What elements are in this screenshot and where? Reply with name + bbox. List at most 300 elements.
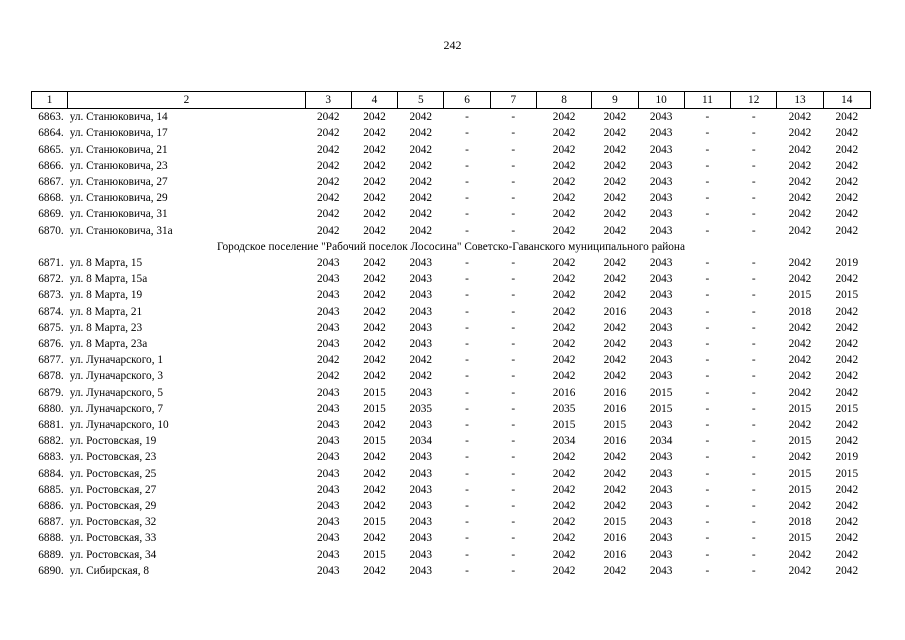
row-number: 6878.: [38, 370, 64, 383]
year-cell-col-5: 2043: [409, 289, 433, 302]
year-cell-col-3: 2043: [316, 451, 340, 464]
year-cell-col-3: 2043: [316, 467, 340, 480]
year-cell-col-11: -: [705, 176, 710, 189]
year-cell-col-3: 2042: [316, 159, 340, 172]
year-cell-col-3: 2043: [316, 338, 340, 351]
year-cell-col-7: -: [511, 419, 516, 432]
table-row: [32, 255, 871, 271]
column-header-1: 1: [32, 92, 68, 109]
year-cell-col-13: 2042: [788, 192, 812, 205]
table-row: [32, 466, 871, 482]
year-cell-col-9: 2016: [603, 386, 627, 399]
year-cell-col-11: -: [705, 127, 710, 140]
year-cell-col-5: 2034: [409, 435, 433, 448]
year-cell-col-6: -: [465, 451, 469, 464]
row-number: 6868.: [38, 192, 64, 205]
year-cell-col-4: 2042: [363, 500, 386, 513]
column-header-11: 11: [684, 92, 730, 109]
address-cell: ул. Ростовская, 29: [69, 500, 157, 513]
year-cell-col-7: -: [511, 273, 516, 286]
year-cell-col-9: 2042: [603, 354, 627, 367]
year-cell-col-3: 2042: [316, 224, 340, 237]
year-cell-col-6: -: [465, 305, 469, 318]
year-cell-col-13: 2018: [788, 516, 812, 529]
year-cell-col-11: -: [705, 500, 710, 513]
year-cell-col-4: 2042: [363, 224, 386, 237]
year-cell-col-14: 2042: [835, 386, 859, 399]
year-cell-col-10: 2043: [649, 273, 673, 286]
column-header-8: 8: [536, 92, 591, 109]
page-number: 242: [443, 38, 462, 52]
year-cell-col-7: -: [511, 467, 516, 480]
year-cell-col-3: 2043: [316, 500, 340, 513]
year-cell-col-6: -: [465, 354, 469, 367]
year-cell-col-12: -: [751, 127, 756, 140]
year-cell-col-5: 2043: [409, 548, 433, 561]
year-cell-col-5: 2042: [409, 192, 433, 205]
year-cell-col-14: 2042: [835, 419, 859, 432]
year-cell-col-4: 2015: [363, 435, 386, 448]
table-row: [32, 417, 871, 433]
year-cell-col-12: -: [751, 208, 756, 221]
year-cell-col-3: 2043: [316, 321, 340, 334]
year-cell-col-11: -: [705, 143, 710, 156]
year-cell-col-7: -: [511, 483, 516, 496]
year-cell-col-12: -: [751, 500, 756, 513]
year-cell-col-13: 2015: [788, 483, 812, 496]
year-cell-col-11: -: [705, 386, 710, 399]
year-cell-col-14: 2042: [835, 305, 859, 318]
column-header-9: 9: [592, 92, 638, 109]
row-number: 6887.: [38, 516, 64, 529]
year-cell-col-12: -: [751, 143, 756, 156]
year-cell-col-7: -: [511, 451, 516, 464]
year-cell-col-7: -: [511, 127, 516, 140]
year-cell-col-9: 2042: [603, 159, 627, 172]
year-cell-col-4: 2042: [363, 289, 386, 302]
year-cell-col-8: 2042: [552, 370, 576, 383]
table-row: [32, 320, 871, 336]
year-cell-col-14: 2042: [835, 127, 859, 140]
year-cell-col-13: 2042: [788, 500, 812, 513]
year-cell-col-6: -: [465, 500, 469, 513]
year-cell-col-6: -: [465, 467, 469, 480]
year-cell-col-4: 2042: [363, 483, 386, 496]
year-cell-col-13: 2042: [788, 273, 812, 286]
address-cell: ул. Луначарского, 10: [69, 419, 169, 432]
year-cell-col-7: -: [511, 402, 516, 415]
row-number: 6890.: [38, 564, 64, 577]
year-cell-col-7: -: [511, 354, 516, 367]
year-cell-col-14: 2019: [835, 451, 859, 464]
year-cell-col-9: 2016: [603, 435, 627, 448]
table-row: [32, 368, 871, 384]
year-cell-col-13: 2042: [788, 451, 812, 464]
year-cell-col-4: 2015: [363, 386, 386, 399]
year-cell-col-13: 2042: [788, 208, 812, 221]
year-cell-col-5: 2043: [409, 257, 433, 270]
year-cell-col-5: 2043: [409, 321, 433, 334]
year-cell-col-10: 2043: [649, 564, 673, 577]
year-cell-col-3: 2043: [316, 289, 340, 302]
housing-register-table: [31, 91, 871, 579]
year-cell-col-3: 2042: [316, 111, 340, 124]
year-cell-col-5: 2042: [409, 370, 433, 383]
year-cell-col-3: 2042: [316, 370, 340, 383]
year-cell-col-5: 2042: [409, 143, 433, 156]
year-cell-col-14: 2042: [835, 224, 859, 237]
year-cell-col-4: 2042: [363, 159, 386, 172]
year-cell-col-7: -: [511, 224, 516, 237]
year-cell-col-9: 2015: [603, 516, 627, 529]
year-cell-col-7: -: [511, 370, 516, 383]
year-cell-col-13: 2042: [788, 257, 812, 270]
year-cell-col-3: 2042: [316, 127, 340, 140]
table-row: [32, 190, 871, 206]
year-cell-col-6: -: [465, 419, 469, 432]
year-cell-col-11: -: [705, 516, 710, 529]
year-cell-col-7: -: [511, 435, 516, 448]
year-cell-col-3: 2043: [316, 386, 340, 399]
table-row: [32, 304, 871, 320]
year-cell-col-10: 2043: [649, 467, 673, 480]
year-cell-col-9: 2042: [603, 192, 627, 205]
row-number: 6880.: [38, 402, 64, 415]
table-row: [32, 433, 871, 449]
year-cell-col-10: 2043: [649, 516, 673, 529]
year-cell-col-9: 2042: [603, 338, 627, 351]
year-cell-col-4: 2042: [363, 419, 386, 432]
table-row: [32, 174, 871, 190]
year-cell-col-4: 2015: [363, 548, 386, 561]
address-cell: ул. Ростовская, 19: [69, 435, 157, 448]
year-cell-col-4: 2042: [363, 208, 386, 221]
year-cell-col-6: -: [465, 273, 469, 286]
address-cell: ул. Ростовская, 27: [69, 483, 157, 496]
row-number: 6873.: [38, 289, 64, 302]
year-cell-col-11: -: [705, 548, 710, 561]
table-row: [32, 563, 871, 579]
address-cell: ул. Ростовская, 33: [69, 532, 157, 545]
year-cell-col-8: 2042: [552, 159, 576, 172]
year-cell-col-8: 2042: [552, 500, 576, 513]
year-cell-col-11: -: [705, 273, 710, 286]
year-cell-col-9: 2016: [603, 532, 627, 545]
year-cell-col-11: -: [705, 451, 710, 464]
table-row: [32, 223, 871, 239]
table-row: [32, 547, 871, 563]
year-cell-col-8: 2042: [552, 532, 576, 545]
row-number: 6875.: [38, 321, 64, 334]
year-cell-col-6: -: [465, 321, 469, 334]
address-cell: ул. 8 Марта, 21: [69, 305, 143, 318]
year-cell-col-10: 2043: [649, 305, 673, 318]
year-cell-col-8: 2042: [552, 176, 576, 189]
year-cell-col-5: 2043: [409, 273, 433, 286]
table-row: [32, 206, 871, 222]
year-cell-col-11: -: [705, 564, 710, 577]
year-cell-col-6: -: [465, 289, 469, 302]
year-cell-col-9: 2042: [603, 257, 627, 270]
year-cell-col-4: 2015: [363, 516, 386, 529]
table-row: [32, 514, 871, 530]
year-cell-col-3: 2043: [316, 483, 340, 496]
year-cell-col-8: 2042: [552, 548, 576, 561]
column-header-4: 4: [351, 92, 397, 109]
year-cell-col-5: 2043: [409, 305, 433, 318]
year-cell-col-7: -: [511, 500, 516, 513]
table-row: [32, 125, 871, 141]
year-cell-col-10: 2043: [649, 483, 673, 496]
row-number: 6877.: [38, 354, 64, 367]
year-cell-col-12: -: [751, 192, 756, 205]
year-cell-col-14: 2042: [835, 435, 859, 448]
row-number: 6865.: [38, 143, 64, 156]
year-cell-col-12: -: [751, 176, 756, 189]
year-cell-col-4: 2042: [363, 143, 386, 156]
year-cell-col-12: -: [751, 451, 756, 464]
address-cell: ул. 8 Марта, 19: [69, 289, 143, 302]
year-cell-col-11: -: [705, 321, 710, 334]
year-cell-col-13: 2042: [788, 111, 812, 124]
year-cell-col-7: -: [511, 532, 516, 545]
year-cell-col-8: 2042: [552, 305, 576, 318]
year-cell-col-8: 2042: [552, 224, 576, 237]
year-cell-col-7: -: [511, 176, 516, 189]
row-number: 6870.: [38, 224, 64, 237]
address-cell: ул. Ростовская, 34: [69, 548, 157, 561]
year-cell-col-4: 2042: [363, 321, 386, 334]
year-cell-col-8: 2016: [552, 386, 576, 399]
year-cell-col-10: 2043: [649, 257, 673, 270]
year-cell-col-5: 2043: [409, 564, 433, 577]
year-cell-col-3: 2042: [316, 354, 340, 367]
year-cell-col-5: 2042: [409, 354, 433, 367]
year-cell-col-13: 2015: [788, 435, 812, 448]
table-header-row: [32, 92, 871, 109]
year-cell-col-3: 2043: [316, 435, 340, 448]
year-cell-col-8: 2042: [552, 192, 576, 205]
year-cell-col-10: 2043: [649, 224, 673, 237]
year-cell-col-13: 2042: [788, 176, 812, 189]
year-cell-col-10: 2043: [649, 208, 673, 221]
year-cell-col-4: 2042: [363, 192, 386, 205]
address-cell: ул. Станюковича, 31: [69, 208, 168, 221]
year-cell-col-4: 2042: [363, 273, 386, 286]
year-cell-col-8: 2042: [552, 338, 576, 351]
address-cell: ул. Ростовская, 25: [69, 467, 157, 480]
year-cell-col-8: 2035: [552, 402, 576, 415]
year-cell-col-12: -: [751, 370, 756, 383]
year-cell-col-5: 2043: [409, 386, 433, 399]
year-cell-col-12: -: [751, 257, 756, 270]
year-cell-col-12: -: [751, 402, 756, 415]
year-cell-col-9: 2016: [603, 402, 627, 415]
year-cell-col-8: 2042: [552, 467, 576, 480]
year-cell-col-10: 2043: [649, 321, 673, 334]
year-cell-col-8: 2015: [552, 419, 576, 432]
table-row: [32, 498, 871, 514]
year-cell-col-3: 2043: [316, 402, 340, 415]
year-cell-col-14: 2042: [835, 483, 859, 496]
row-number: 6872.: [38, 273, 64, 286]
year-cell-col-13: 2042: [788, 386, 812, 399]
year-cell-col-6: -: [465, 548, 469, 561]
address-cell: ул. Станюковича, 14: [69, 111, 168, 124]
year-cell-col-14: 2015: [835, 467, 859, 480]
section-heading-row: [32, 239, 871, 255]
year-cell-col-8: 2042: [552, 127, 576, 140]
table-row: [32, 385, 871, 401]
year-cell-col-8: 2042: [552, 451, 576, 464]
year-cell-col-8: 2042: [552, 257, 576, 270]
year-cell-col-11: -: [705, 483, 710, 496]
column-header-13: 13: [777, 92, 823, 109]
year-cell-col-14: 2015: [835, 289, 859, 302]
year-cell-col-13: 2042: [788, 370, 812, 383]
row-number: 6866.: [38, 159, 64, 172]
year-cell-col-12: -: [751, 516, 756, 529]
year-cell-col-9: 2016: [603, 548, 627, 561]
year-cell-col-11: -: [705, 370, 710, 383]
year-cell-col-14: 2042: [835, 321, 859, 334]
year-cell-col-13: 2042: [788, 159, 812, 172]
year-cell-col-5: 2043: [409, 338, 433, 351]
year-cell-col-13: 2042: [788, 548, 812, 561]
year-cell-col-9: 2042: [603, 564, 627, 577]
year-cell-col-3: 2042: [316, 143, 340, 156]
year-cell-col-10: 2043: [649, 419, 673, 432]
year-cell-col-12: -: [751, 289, 756, 302]
year-cell-col-5: 2043: [409, 483, 433, 496]
year-cell-col-9: 2042: [603, 467, 627, 480]
year-cell-col-11: -: [705, 289, 710, 302]
year-cell-col-5: 2042: [409, 127, 433, 140]
year-cell-col-3: 2042: [316, 192, 340, 205]
year-cell-col-10: 2043: [649, 192, 673, 205]
year-cell-col-6: -: [465, 176, 469, 189]
year-cell-col-5: 2035: [409, 402, 433, 415]
year-cell-col-7: -: [511, 111, 516, 124]
year-cell-col-9: 2042: [603, 483, 627, 496]
year-cell-col-11: -: [705, 208, 710, 221]
year-cell-col-4: 2042: [363, 564, 386, 577]
year-cell-col-7: -: [511, 564, 516, 577]
year-cell-col-7: -: [511, 516, 516, 529]
year-cell-col-9: 2015: [603, 419, 627, 432]
year-cell-col-11: -: [705, 419, 710, 432]
year-cell-col-12: -: [751, 159, 756, 172]
year-cell-col-5: 2043: [409, 419, 433, 432]
table-row: [32, 482, 871, 498]
year-cell-col-5: 2043: [409, 451, 433, 464]
year-cell-col-14: 2042: [835, 192, 859, 205]
year-cell-col-4: 2042: [363, 305, 386, 318]
column-header-12: 12: [731, 92, 777, 109]
year-cell-col-9: 2042: [603, 500, 627, 513]
year-cell-col-11: -: [705, 532, 710, 545]
year-cell-col-3: 2043: [316, 305, 340, 318]
year-cell-col-12: -: [751, 467, 756, 480]
year-cell-col-7: -: [511, 208, 516, 221]
year-cell-col-3: 2043: [316, 548, 340, 561]
year-cell-col-9: 2042: [603, 321, 627, 334]
year-cell-col-9: 2042: [603, 176, 627, 189]
table-row: [32, 109, 871, 126]
year-cell-col-5: 2042: [409, 111, 433, 124]
year-cell-col-12: -: [751, 564, 756, 577]
year-cell-col-11: -: [705, 224, 710, 237]
year-cell-col-12: -: [751, 419, 756, 432]
year-cell-col-6: -: [465, 159, 469, 172]
table-row: [32, 401, 871, 417]
year-cell-col-11: -: [705, 192, 710, 205]
address-cell: ул. Станюковича, 27: [69, 176, 168, 189]
row-number: 6886.: [38, 500, 64, 513]
year-cell-col-12: -: [751, 338, 756, 351]
row-number: 6874.: [38, 305, 64, 318]
year-cell-col-8: 2042: [552, 273, 576, 286]
year-cell-col-3: 2043: [316, 532, 340, 545]
address-cell: ул. 8 Марта, 15: [69, 257, 143, 270]
year-cell-col-6: -: [465, 192, 469, 205]
year-cell-col-5: 2043: [409, 516, 433, 529]
year-cell-col-12: -: [751, 273, 756, 286]
year-cell-col-12: -: [751, 305, 756, 318]
year-cell-col-6: -: [465, 483, 469, 496]
year-cell-col-4: 2042: [363, 354, 386, 367]
year-cell-col-13: 2042: [788, 354, 812, 367]
year-cell-col-14: 2042: [835, 548, 859, 561]
column-header-14: 14: [823, 92, 870, 109]
year-cell-col-7: -: [511, 548, 516, 561]
row-number: 6889.: [38, 548, 64, 561]
address-cell: ул. Станюковича, 17: [69, 127, 168, 140]
row-number: 6885.: [38, 483, 64, 496]
year-cell-col-14: 2042: [835, 370, 859, 383]
table-row: [32, 271, 871, 287]
table-row: [32, 352, 871, 368]
year-cell-col-9: 2042: [603, 273, 627, 286]
year-cell-col-14: 2019: [835, 257, 859, 270]
row-number: 6871.: [38, 257, 64, 270]
year-cell-col-4: 2042: [363, 451, 386, 464]
year-cell-col-6: -: [465, 257, 469, 270]
year-cell-col-10: 2043: [649, 127, 673, 140]
year-cell-col-11: -: [705, 159, 710, 172]
year-cell-col-4: 2042: [363, 370, 386, 383]
year-cell-col-8: 2042: [552, 208, 576, 221]
year-cell-col-7: -: [511, 386, 516, 399]
table-body: [32, 109, 871, 579]
year-cell-col-5: 2042: [409, 224, 433, 237]
year-cell-col-12: -: [751, 548, 756, 561]
year-cell-col-7: -: [511, 143, 516, 156]
year-cell-col-6: -: [465, 516, 469, 529]
year-cell-col-9: 2042: [603, 451, 627, 464]
year-cell-col-14: 2015: [835, 402, 859, 415]
year-cell-col-13: 2015: [788, 289, 812, 302]
year-cell-col-14: 2042: [835, 516, 859, 529]
year-cell-col-11: -: [705, 467, 710, 480]
year-cell-col-5: 2042: [409, 208, 433, 221]
year-cell-col-10: 2043: [649, 338, 673, 351]
address-cell: ул. Станюковича, 23: [69, 159, 168, 172]
year-cell-col-12: -: [751, 386, 756, 399]
year-cell-col-4: 2042: [363, 127, 386, 140]
address-cell: ул. Станюковича, 29: [69, 192, 168, 205]
year-cell-col-6: -: [465, 386, 469, 399]
